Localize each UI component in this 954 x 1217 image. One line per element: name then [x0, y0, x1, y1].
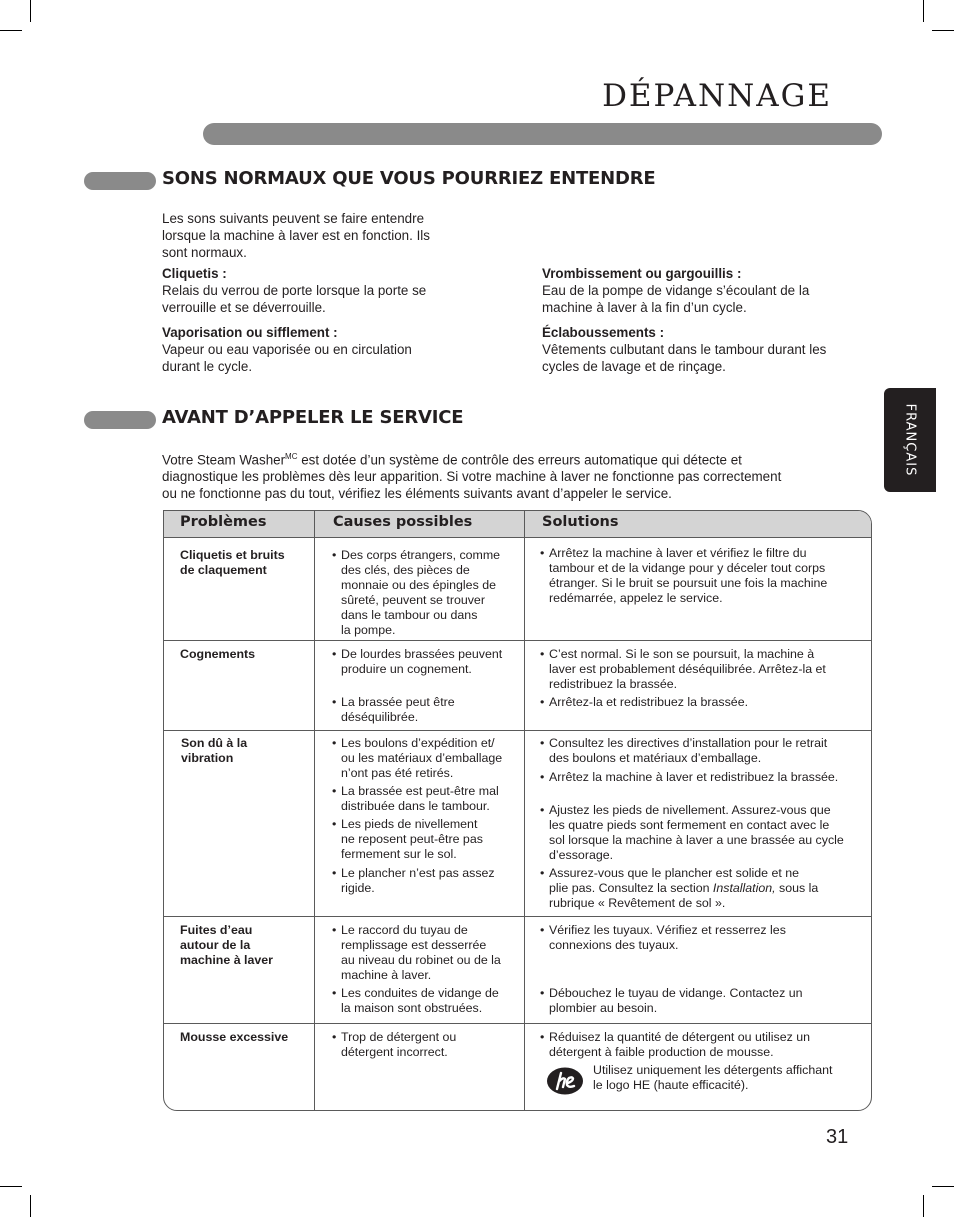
- solution-item: • Réduisez la quantité de détergent ou utilisez un détergent à faible production de mousse.: [540, 1030, 810, 1060]
- sound-item-vrombissement: Vrombissement ou gargouillis : Eau de la pompe de vidange s’écoulant de la machine à laver à la fin d’un cycle.: [542, 266, 810, 315]
- crop-mark: [0, 1186, 22, 1187]
- troubleshooting-table: [163, 510, 872, 1111]
- problem-cell: Cognements: [180, 647, 256, 661]
- crop-mark: [932, 1186, 954, 1187]
- problem-cell: Cliquetis et bruits de claquement: [180, 548, 285, 577]
- he-note: Utilisez uniquement les détergents affichant le logo HE (haute efficacité).: [593, 1063, 833, 1092]
- cause-item: • Des corps étrangers, comme des clés, des pièces de monnaie ou des épingles de sûreté, peuvent se trouver dans le tambour ou dans la pompe.: [332, 548, 500, 638]
- row-divider: [164, 640, 871, 641]
- solution-item: • Ajustez les pieds de nivellement. Assurez-vous que les quatre pieds sont fermement en contact avec le sol lorsque la machine à laver a une brassée au cycle d’essorage.: [540, 803, 844, 863]
- cause-item: • Les boulons d’expédition et/ ou les matériaux d’emballage n’ont pas été retirés.: [332, 736, 502, 781]
- solution-item: • Arrêtez-la et redistribuez la brassée.: [540, 695, 748, 710]
- cause-item: • Les pieds de nivellement ne reposent peut-être pas fermement sur le sol.: [332, 817, 483, 862]
- sounds-intro: Les sons suivants peuvent se faire entendre lorsque la machine à laver est en fonction. Ils sont normaux.: [162, 211, 430, 260]
- solution-item: • Consultez les directives d’installation pour le retrait des boulons et matériaux d’emballage.: [540, 736, 827, 766]
- section-heading-service: AVANT D’APPELER LE SERVICE: [162, 407, 464, 428]
- row-divider: [164, 916, 871, 917]
- sound-item-cliquetis: Cliquetis : Relais du verrou de porte lorsque la porte se verrouille et se déverrouille.: [162, 266, 427, 315]
- cause-item: • Le plancher n’est pas assez rigide.: [332, 866, 495, 896]
- section-heading-sounds: SONS NORMAUX QUE VOUS POURRIEZ ENTENDRE: [162, 168, 656, 189]
- cause-item: • Le raccord du tuyau de remplissage est desserrée au niveau du robinet ou de la machine à laver.: [332, 923, 501, 983]
- problem-cell: Fuites d’eau autour de la machine à laver: [180, 923, 273, 967]
- header-causes: Causes possibles: [333, 514, 473, 530]
- solution-item: • C’est normal. Si le son se poursuit, la machine à laver est probablement déséquilibrée. Arrêtez-la et redistribuez la brassée.: [540, 647, 826, 692]
- solution-item: • Vérifiez les tuyaux. Vérifiez et resserrez les connexions des tuyaux.: [540, 923, 786, 953]
- column-divider: [314, 511, 315, 1110]
- solution-item: • Arrêtez la machine à laver et redistribuez la brassée.: [540, 770, 838, 785]
- sound-item-vaporisation: Vaporisation ou sifflement : Vapeur ou eau vaporisée ou en circulation durant le cycle.: [162, 325, 412, 374]
- problem-cell: Son dû à la vibration: [181, 736, 248, 765]
- language-tab: [884, 388, 936, 492]
- row-divider: [164, 1023, 871, 1024]
- he-logo-icon: [546, 1066, 584, 1096]
- crop-mark: [923, 0, 924, 22]
- header-problems: Problèmes: [180, 514, 267, 530]
- service-intro: Votre Steam Washer$^{MC}$ est dotée d’un système de contrôle des erreurs automatique qui détecte et diagnostique les problèmes dès leur apparition. Si votre machine à laver ne fonctionne pas correctement ou ne fonctionne pas du tout, vérifiez les éléments suivants avant d’appeler le service.: [162, 452, 782, 502]
- cause-item: • De lourdes brassées peuvent produire un cognement.: [332, 647, 502, 677]
- table-header: [164, 511, 871, 538]
- cause-item: • Les conduites de vidange de la maison sont obstruées.: [332, 986, 499, 1016]
- crop-mark: [30, 0, 31, 22]
- page-number: 31: [826, 1126, 849, 1148]
- crop-mark: [932, 30, 954, 31]
- header-solutions: Solutions: [542, 514, 619, 530]
- row-divider: [164, 730, 871, 731]
- cause-item: • La brassée est peut-être mal distribuée dans le tambour.: [332, 784, 499, 814]
- page-title: DÉPANNAGE: [602, 78, 832, 114]
- solution-item: • Assurez-vous que le plancher est solide et ne plie pas. Consultez la section Installation, sous la rubrique « Revêtement de sol ».: [540, 866, 818, 911]
- problem-cell: Mousse excessive: [180, 1030, 289, 1044]
- language-label: FRANÇAIS: [902, 403, 918, 477]
- section-marker: [84, 172, 156, 190]
- crop-mark: [0, 30, 22, 31]
- solution-item: • Arrêtez la machine à laver et vérifiez le filtre du tambour et de la vidange pour y déceler tout corps étranger. Si le bruit se poursuit une fois la machine redémarrée, appelez le service.: [540, 546, 827, 606]
- column-divider: [524, 511, 525, 1110]
- crop-mark: [30, 1195, 31, 1217]
- cause-item: • La brassée peut être déséquilibrée.: [332, 695, 455, 725]
- sound-item-eclaboussements: Éclaboussements : Vêtements culbutant dans le tambour durant les cycles de lavage et de rinçage.: [542, 325, 827, 374]
- title-bar: [203, 123, 882, 145]
- section-marker: [84, 411, 156, 429]
- crop-mark: [923, 1195, 924, 1217]
- solution-item: • Débouchez le tuyau de vidange. Contactez un plombier au besoin.: [540, 986, 803, 1016]
- cause-item: • Trop de détergent ou détergent incorrect.: [332, 1030, 456, 1060]
